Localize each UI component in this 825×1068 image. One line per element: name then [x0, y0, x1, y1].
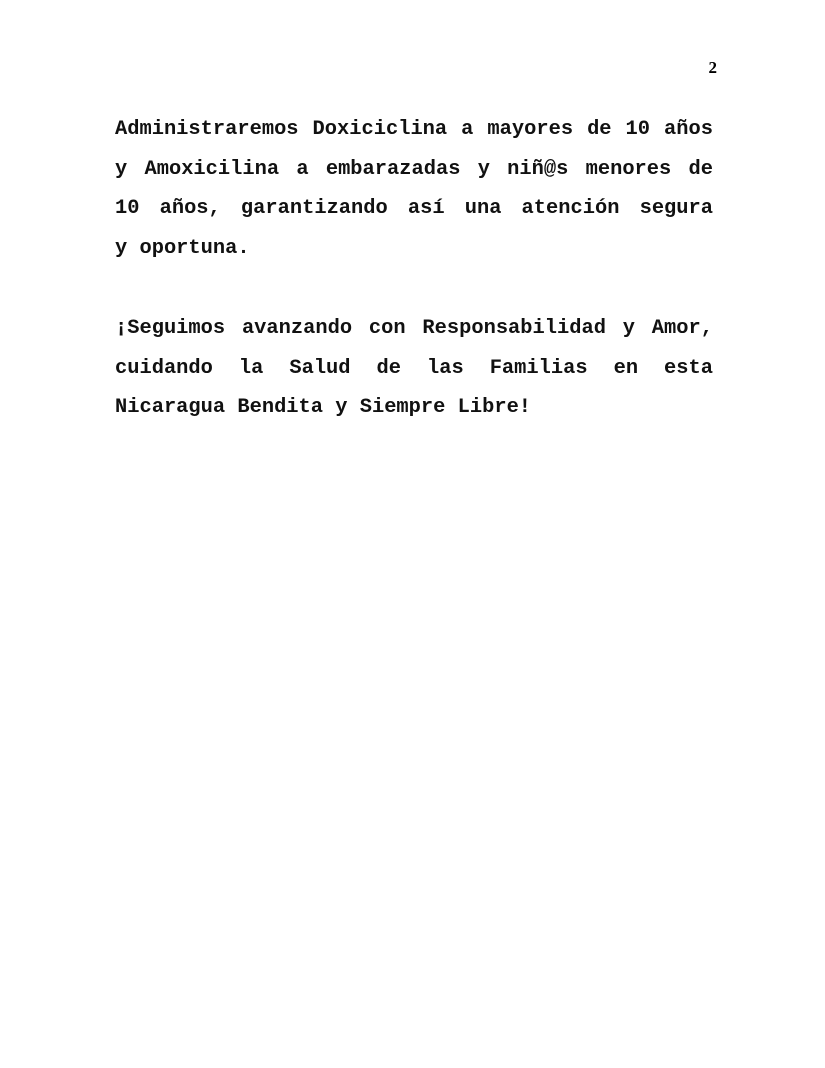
text-line: cuidando la Salud de las Familias en esta — [115, 356, 713, 380]
page-number: 2 — [708, 58, 717, 77]
text-line: 10 años, garantizando así una atención segura — [115, 197, 713, 221]
paragraph-treatment — [115, 110, 713, 268]
text-line: y Amoxicilina a embarazadas y niñ@s menores de — [115, 157, 713, 181]
paragraph-closing — [115, 309, 713, 428]
text-line: y oportuna. — [115, 236, 250, 260]
text-line: ¡Seguimos avanzando con Responsabilidad y Amor, — [115, 317, 713, 340]
text-line: Administraremos Doxiciclina a mayores de 10 años — [115, 118, 713, 141]
text-line: Nicaragua Bendita y Siempre Libre! — [115, 396, 532, 420]
